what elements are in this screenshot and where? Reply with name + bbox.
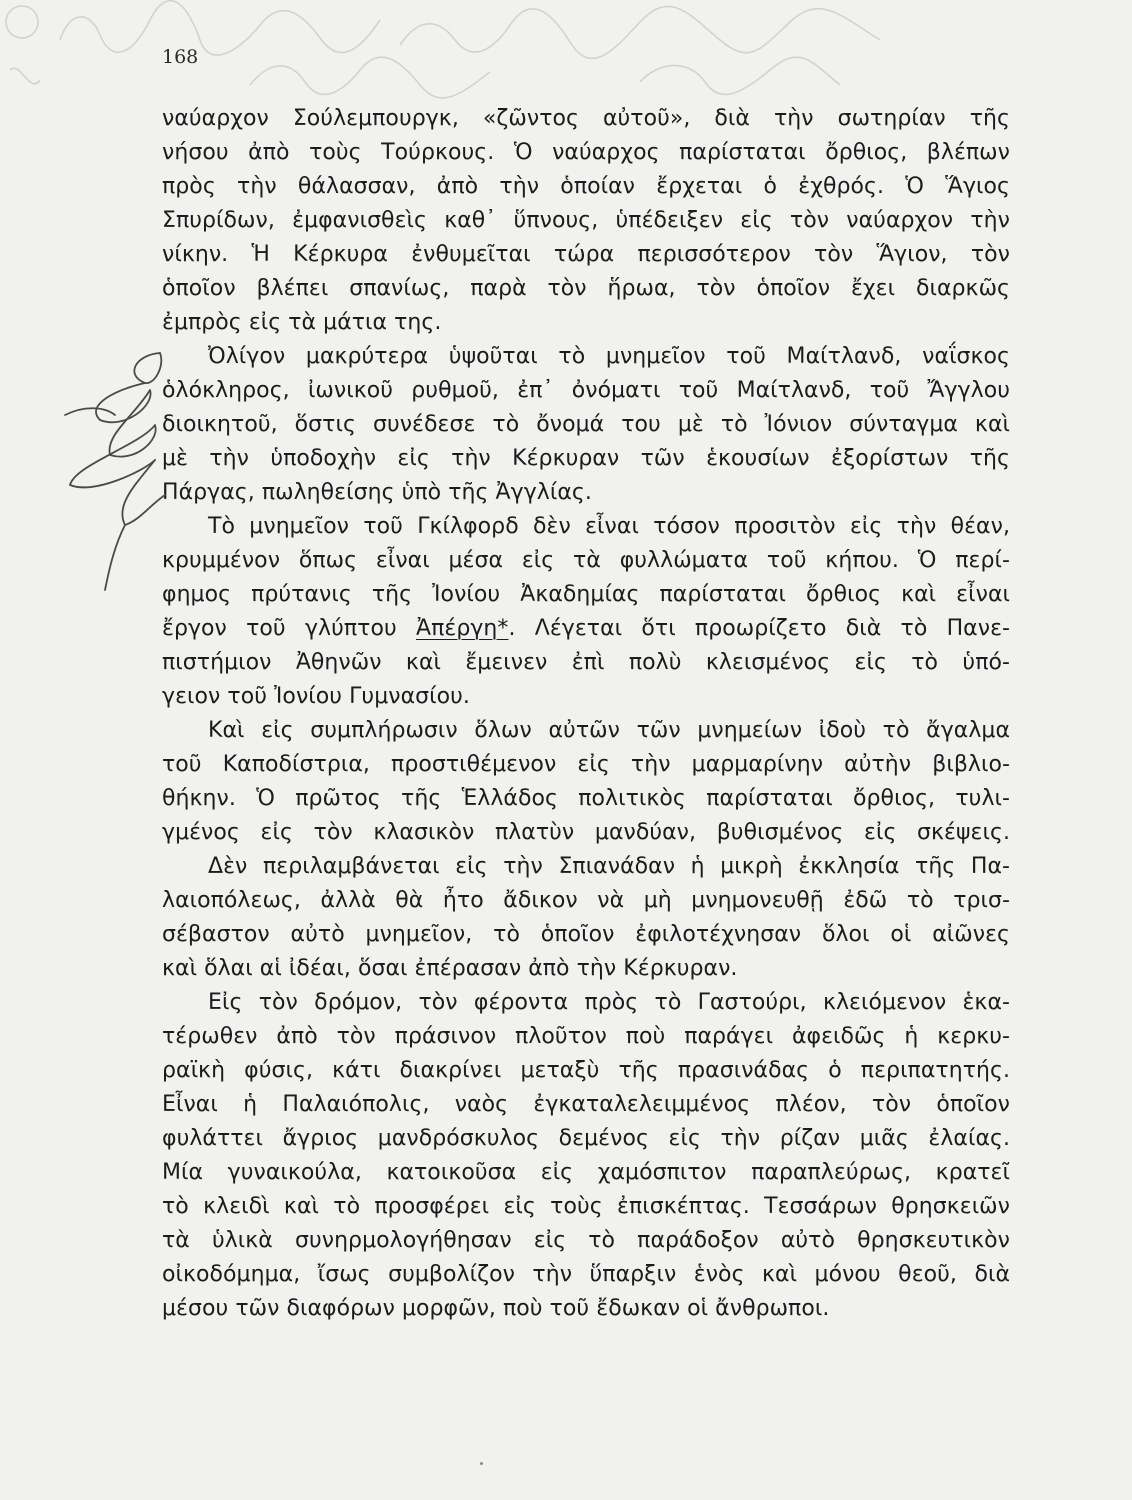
text-line: φημος πρύτανις τῆς Ἰονίου Ἀκαδημίας παρίσταται ὄρθιος καὶ εἶναι [162,582,1010,607]
text-line: ὁλόκληρος, ἰωνικοῦ ρυθμοῦ, ἐπ᾽ ὀνόματι τοῦ Μαίτλανδ, τοῦ Ἄγγλου [162,378,1010,403]
text-line: θήκην. Ὁ πρῶτος τῆς Ἑλλάδος πολιτικὸς παρίσταται ὄρθιος, τυλι- [162,786,1010,811]
text-line: τοῦ Καποδίστρια, προστιθέμενον εἰς τὴν μαρμαρίνην αὐτὴν βιβλιο- [162,752,1010,777]
text-line: γειον τοῦ Ἰονίου Γυμνασίου. [162,684,470,709]
text-line: Ὀλίγον μακρύτερα ὑψοῦται τὸ μνημεῖον τοῦ Μαίτλανδ, ναΐσκος [208,344,1010,369]
text-line: τὰ ὑλικὰ συνηρμολογήθησαν εἰς τὸ παράδοξον αὐτὸ θρησκευτικὸν [162,1228,1010,1253]
text-line: σέβαστον αὐτὸ μνημεῖον, τὸ ὁποῖον ἐφιλοτέχνησαν ὅλοι οἱ αἰῶνες [162,922,1010,947]
text-segment: . Λέγεται ὅτι προωρίζετο διὰ τὸ Πανε- [508,616,1011,641]
text-line: κρυμμένον ὅπως εἶναι μέσα εἰς τὰ φυλλώματα τοῦ κήπου. Ὁ περί- [162,548,1010,573]
text-line: νίκην. Ἡ Κέρκυρα ἐνθυμεῖται τώρα περισσότερον τὸν Ἅγιον, τὸν [162,242,1010,267]
text-line: οἰκοδόμημα, ἴσως συμβολίζον τὴν ὕπαρξιν ἑνὸς καὶ μόνου θεοῦ, διὰ [162,1262,1010,1287]
text-line: τὸ κλειδὶ καὶ τὸ προσφέρει εἰς τοὺς ἐπισκέπτας. Τεσσάρων θρησκειῶν [162,1194,1010,1219]
text-line: ναύαρχον Σούλεμπουργκ, «ζῶντος αὐτοῦ», διὰ τὴν σωτηρίαν τῆς [162,106,1010,131]
underlined-name: Ἀπέργη* [416,616,509,641]
page-number: 168 [162,46,199,68]
text-line: πρὸς τὴν θάλασσαν, ἀπὸ τὴν ὁποίαν ἔρχεται ὁ ἐχθρός. Ὁ Ἅγιος [162,174,1010,199]
paper-speck [480,1462,483,1465]
text-line: Εἰς τὸν δρόμον, τὸν φέροντα πρὸς τὸ Γαστούρι, κλειόμενον ἑκα- [208,990,1010,1015]
text-line: ὁποῖον βλέπει σπανίως, παρὰ τὸν ἥρωα, τὸν ὁποῖον ἔχει διαρκῶς [162,276,1010,301]
text-line: καὶ ὅλαι αἱ ἰδέαι, ὅσαι ἐπέρασαν ἀπὸ τὴν Κέρκυραν. [162,956,738,981]
text-line: Μία γυναικούλα, κατοικοῦσα εἰς χαμόσπιτον παραπλεύρως, κρατεῖ [162,1160,1010,1185]
text-line: Καὶ εἰς συμπλήρωσιν ὅλων αὐτῶν τῶν μνημείων ἰδοὺ τὸ ἄγαλμα [208,718,1010,743]
text-line: Εἶναι ἡ Παλαιόπολις, ναὸς ἐγκαταλελειμμένος πλέον, τὸν ὁποῖον [162,1092,1010,1117]
text-line: τέρωθεν ἀπὸ τὸν πράσινον πλοῦτον ποὺ παράγει ἀφειδῶς ἡ κερκυ- [162,1024,1010,1049]
text-line: Σπυρίδων, ἐμφανισθεὶς καθ᾽ ὕπνους, ὑπέδειξεν εἰς τὸν ναύαρχον τὴν [162,208,1010,233]
text-line-with-underline [162,612,1010,646]
text-line: λαιοπόλεως, ἀλλὰ θὰ ἦτο ἄδικον νὰ μὴ μνημονευθῇ ἐδῶ τὸ τρισ- [162,888,1010,913]
text-line: γμένος εἰς τὸν κλασικὸν πλατὺν μανδύαν, βυθισμένος εἰς σκέψεις. [162,820,1010,845]
text-line: μὲ τὴν ὑποδοχὴν εἰς τὴν Κέρκυραν τῶν ἑκουσίων ἐξορίστων τῆς [162,446,1010,471]
text-line: Πάργας, πωληθείσης ὑπὸ τῆς Ἀγγλίας. [162,480,592,505]
text-line: Τὸ μνημεῖον τοῦ Γκίλφορδ δὲν εἶναι τόσον προσιτὸν εἰς τὴν θέαν, [208,514,1010,539]
text-line: διοικητοῦ, ὅστις συνέδεσε τὸ ὄνομά του μὲ τὸ Ἰόνιον σύνταγμα καὶ [162,412,1010,437]
text-segment: ἔργον τοῦ γλύπτου [162,616,416,641]
text-line: πιστήμιον Ἀθηνῶν καὶ ἔμεινεν ἐπὶ πολὺ κλεισμένος εἰς τὸ ὑπό- [162,650,1010,675]
text-line: Δὲν περιλαμβάνεται εἰς τὴν Σπιανάδαν ἡ μικρὴ ἐκκλησία τῆς Πα- [208,854,1010,879]
text-line: ραϊκὴ φύσις, κάτι διακρίνει μεταξὺ τῆς πρασινάδας ὁ περιπατητής. [162,1058,1010,1083]
text-line: νήσου ἀπὸ τοὺς Τούρκους. Ὁ ναύαρχος παρίσταται ὄρθιος, βλέπων [162,140,1010,165]
text-line: φυλάττει ἄγριος μανδρόσκυλος δεμένος εἰς τὴν ρίζαν μιᾶς ἐλαίας. [162,1126,1010,1151]
text-line: μέσου τῶν διαφόρων μορφῶν, ποὺ τοῦ ἔδωκαν οἱ ἄνθρωποι. [162,1296,830,1321]
text-line: ἐμπρὸς εἰς τὰ μάτια της. [162,310,442,335]
